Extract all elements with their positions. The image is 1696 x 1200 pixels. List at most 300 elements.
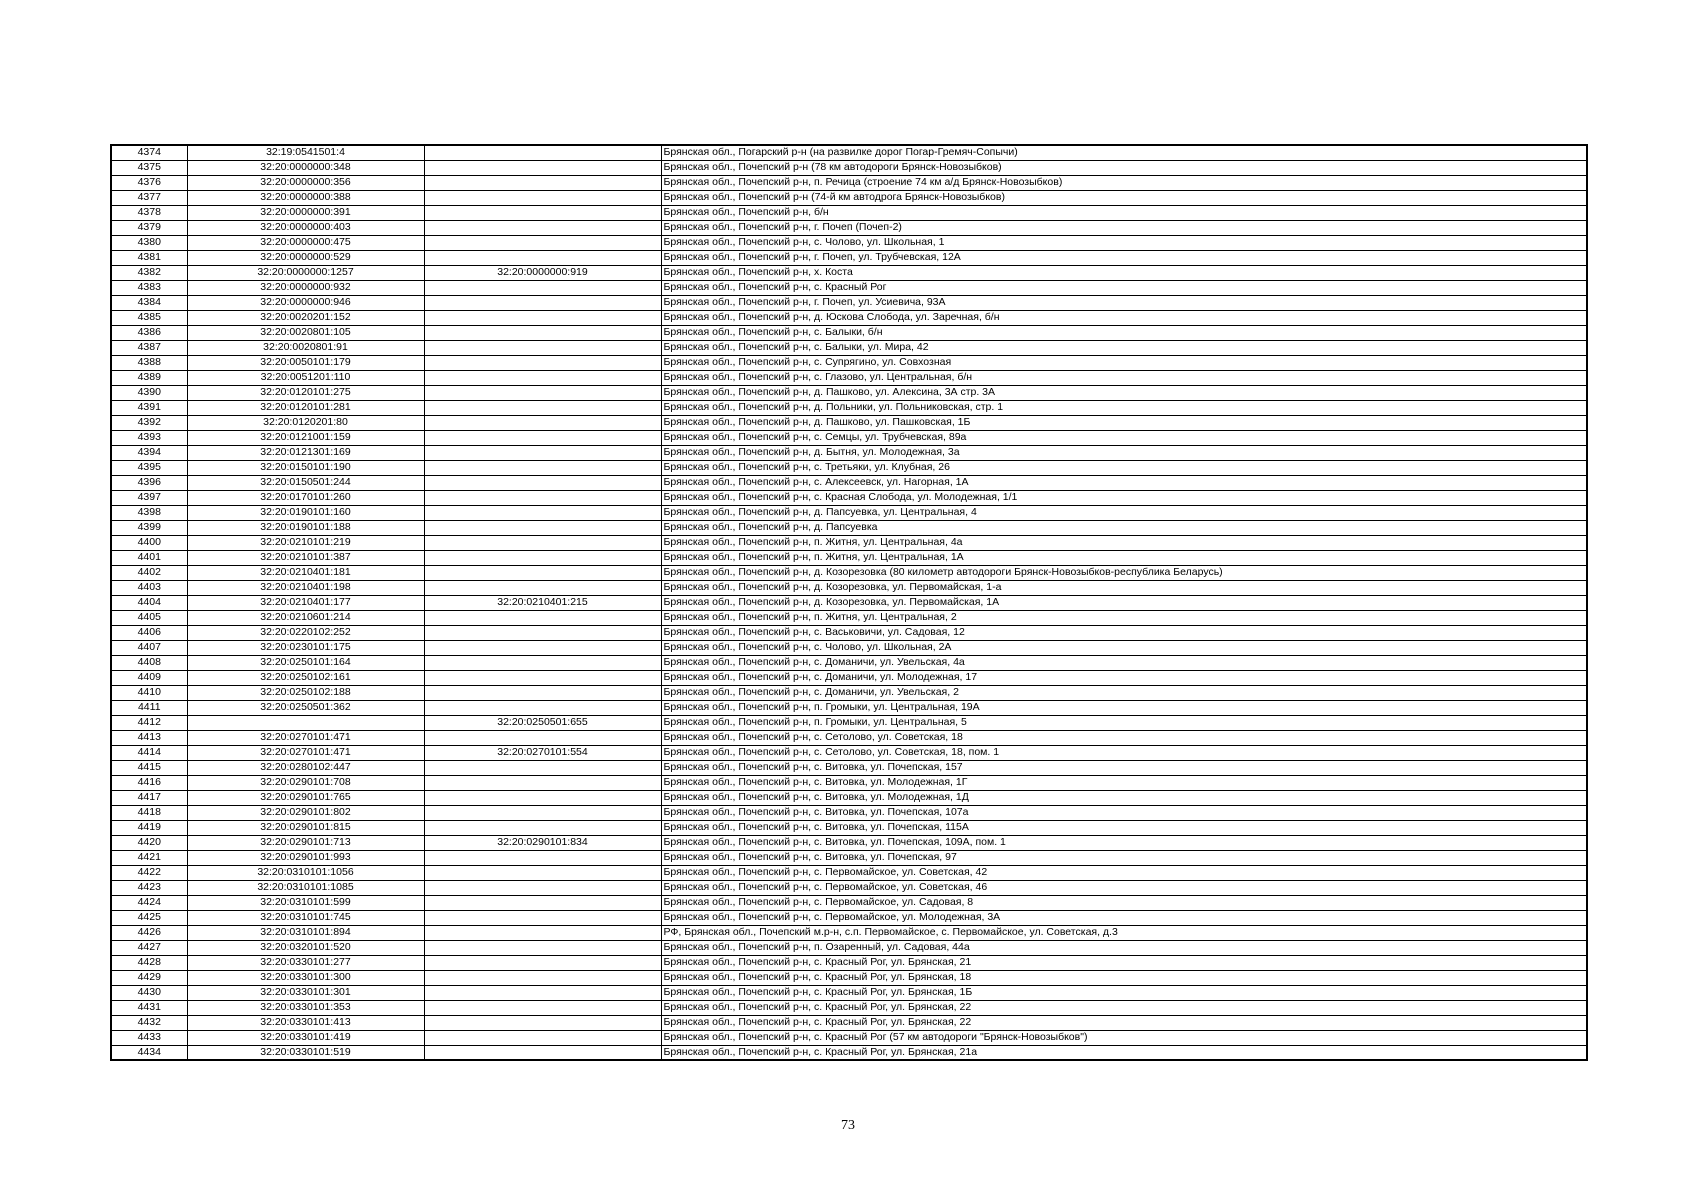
cadastral-number-cell: 32:20:0250102:161 bbox=[187, 670, 424, 685]
address-cell: Брянская обл., Погарский р-н (на развилке дорог Погар-Гремяч-Сопычи) bbox=[661, 145, 1587, 160]
cadastral-number-cell: 32:20:0210401:177 bbox=[187, 595, 424, 610]
address-cell: Брянская обл., Почепский р-н, с. Доманичи, ул. Увельская, 4а bbox=[661, 655, 1587, 670]
row-number-cell: 4397 bbox=[111, 490, 187, 505]
row-number-cell: 4415 bbox=[111, 760, 187, 775]
address-cell: Брянская обл., Почепский р-н, д. Пашково, ул. Пашковская, 1Б bbox=[661, 415, 1587, 430]
cadastral-number-cell: 32:20:0020801:91 bbox=[187, 340, 424, 355]
row-number-cell: 4434 bbox=[111, 1045, 187, 1060]
row-number-cell: 4383 bbox=[111, 280, 187, 295]
address-cell: Брянская обл., Почепский р-н, с. Чолово, ул. Школьная, 2А bbox=[661, 640, 1587, 655]
table-row bbox=[111, 265, 1587, 280]
address-cell: Брянская обл., Почепский р-н, х. Коста bbox=[661, 265, 1587, 280]
table-row bbox=[111, 850, 1587, 865]
cadastral-number-cell: 32:20:0310101:894 bbox=[187, 925, 424, 940]
row-number-cell: 4412 bbox=[111, 715, 187, 730]
related-cadastral-number-cell bbox=[424, 925, 661, 940]
row-number-cell: 4414 bbox=[111, 745, 187, 760]
row-number-cell: 4407 bbox=[111, 640, 187, 655]
related-cadastral-number-cell bbox=[424, 280, 661, 295]
row-number-cell: 4430 bbox=[111, 985, 187, 1000]
table-row bbox=[111, 235, 1587, 250]
table-row bbox=[111, 475, 1587, 490]
address-cell: Брянская обл., Почепский р-н, г. Почеп (Почеп-2) bbox=[661, 220, 1587, 235]
cadastral-number-cell: 32:20:0210101:219 bbox=[187, 535, 424, 550]
row-number-cell: 4431 bbox=[111, 1000, 187, 1015]
table-row bbox=[111, 295, 1587, 310]
address-cell: Брянская обл., Почепский р-н, п. Речица (строение 74 км а/д Брянск-Новозыбков) bbox=[661, 175, 1587, 190]
table-row bbox=[111, 190, 1587, 205]
address-cell: Брянская обл., Почепский р-н, с. Витовка, ул. Молодежная, 1Г bbox=[661, 775, 1587, 790]
address-cell: Брянская обл., Почепский р-н, с. Сетолово, ул. Советская, 18, пом. 1 bbox=[661, 745, 1587, 760]
table-row bbox=[111, 490, 1587, 505]
cadastral-number-cell: 32:20:0000000:403 bbox=[187, 220, 424, 235]
table-row bbox=[111, 280, 1587, 295]
table-row bbox=[111, 745, 1587, 760]
cadastral-number-cell: 32:20:0310101:1085 bbox=[187, 880, 424, 895]
cadastral-number-cell: 32:20:0320101:520 bbox=[187, 940, 424, 955]
address-cell: Брянская обл., Почепский р-н, с. Витовка, ул. Почепская, 115А bbox=[661, 820, 1587, 835]
cadastral-number-cell: 32:20:0020201:152 bbox=[187, 310, 424, 325]
cadastral-number-cell: 32:20:0250101:164 bbox=[187, 655, 424, 670]
row-number-cell: 4408 bbox=[111, 655, 187, 670]
related-cadastral-number-cell: 32:20:0210401:215 bbox=[424, 595, 661, 610]
cadastral-number-cell: 32:20:0210401:198 bbox=[187, 580, 424, 595]
related-cadastral-number-cell bbox=[424, 760, 661, 775]
row-number-cell: 4401 bbox=[111, 550, 187, 565]
row-number-cell: 4405 bbox=[111, 610, 187, 625]
related-cadastral-number-cell bbox=[424, 820, 661, 835]
address-cell: Брянская обл., Почепский р-н, с. Первомайское, ул. Советская, 46 bbox=[661, 880, 1587, 895]
address-cell: Брянская обл., Почепский р-н, д. Бытня, ул. Молодежная, 3а bbox=[661, 445, 1587, 460]
table-row bbox=[111, 310, 1587, 325]
cadastral-number-cell: 32:20:0150101:190 bbox=[187, 460, 424, 475]
address-cell: Брянская обл., Почепский р-н, г. Почеп, ул. Трубчевская, 12А bbox=[661, 250, 1587, 265]
row-number-cell: 4378 bbox=[111, 205, 187, 220]
address-cell: Брянская обл., Почепский р-н, б/н bbox=[661, 205, 1587, 220]
cadastral-number-cell: 32:20:0220102:252 bbox=[187, 625, 424, 640]
cadastral-number-cell: 32:20:0051201:110 bbox=[187, 370, 424, 385]
row-number-cell: 4413 bbox=[111, 730, 187, 745]
cadastral-number-cell: 32:20:0330101:419 bbox=[187, 1030, 424, 1045]
table-row bbox=[111, 1015, 1587, 1030]
cadastral-number-cell: 32:20:0121301:169 bbox=[187, 445, 424, 460]
related-cadastral-number-cell bbox=[424, 640, 661, 655]
table-row bbox=[111, 520, 1587, 535]
address-cell: Брянская обл., Почепский р-н, с. Витовка, ул. Почепская, 97 bbox=[661, 850, 1587, 865]
table-row bbox=[111, 895, 1587, 910]
cadastral-number-cell: 32:20:0050101:179 bbox=[187, 355, 424, 370]
cadastral-number-cell: 32:20:0250501:362 bbox=[187, 700, 424, 715]
related-cadastral-number-cell bbox=[424, 670, 661, 685]
table-row bbox=[111, 865, 1587, 880]
related-cadastral-number-cell bbox=[424, 205, 661, 220]
address-cell: Брянская обл., Почепский р-н, с. Красный Рог, ул. Брянская, 21 bbox=[661, 955, 1587, 970]
row-number-cell: 4398 bbox=[111, 505, 187, 520]
cadastral-number-cell: 32:20:0210401:181 bbox=[187, 565, 424, 580]
related-cadastral-number-cell bbox=[424, 880, 661, 895]
registry-table-body bbox=[111, 145, 1587, 1060]
cadastral-number-cell: 32:20:0290101:993 bbox=[187, 850, 424, 865]
related-cadastral-number-cell bbox=[424, 775, 661, 790]
related-cadastral-number-cell bbox=[424, 1030, 661, 1045]
address-cell: Брянская обл., Почепский р-н, с. Доманичи, ул. Молодежная, 17 bbox=[661, 670, 1587, 685]
row-number-cell: 4395 bbox=[111, 460, 187, 475]
address-cell: Брянская обл., Почепский р-н, с. Витовка, ул. Почепская, 107а bbox=[661, 805, 1587, 820]
cadastral-number-cell: 32:20:0330101:301 bbox=[187, 985, 424, 1000]
row-number-cell: 4379 bbox=[111, 220, 187, 235]
cadastral-number-cell: 32:20:0330101:519 bbox=[187, 1045, 424, 1060]
table-row bbox=[111, 970, 1587, 985]
row-number-cell: 4419 bbox=[111, 820, 187, 835]
address-cell: Брянская обл., Почепский р-н, п. Громыки, ул. Центральная, 19А bbox=[661, 700, 1587, 715]
table-row bbox=[111, 610, 1587, 625]
related-cadastral-number-cell: 32:20:0250501:655 bbox=[424, 715, 661, 730]
related-cadastral-number-cell bbox=[424, 985, 661, 1000]
address-cell: Брянская обл., Почепский р-н, п. Житня, ул. Центральная, 2 bbox=[661, 610, 1587, 625]
cadastral-number-cell: 32:20:0230101:175 bbox=[187, 640, 424, 655]
table-row bbox=[111, 430, 1587, 445]
table-row bbox=[111, 220, 1587, 235]
row-number-cell: 4389 bbox=[111, 370, 187, 385]
cadastral-number-cell: 32:20:0150501:244 bbox=[187, 475, 424, 490]
address-cell: Брянская обл., Почепский р-н, с. Чолово, ул. Школьная, 1 bbox=[661, 235, 1587, 250]
row-number-cell: 4406 bbox=[111, 625, 187, 640]
row-number-cell: 4385 bbox=[111, 310, 187, 325]
table-row bbox=[111, 400, 1587, 415]
row-number-cell: 4376 bbox=[111, 175, 187, 190]
row-number-cell: 4423 bbox=[111, 880, 187, 895]
address-cell: Брянская обл., Почепский р-н, п. Озаренный, ул. Садовая, 44а bbox=[661, 940, 1587, 955]
related-cadastral-number-cell bbox=[424, 160, 661, 175]
cadastral-number-cell: 32:20:0120101:281 bbox=[187, 400, 424, 415]
row-number-cell: 4421 bbox=[111, 850, 187, 865]
table-row bbox=[111, 1000, 1587, 1015]
cadastral-number-cell: 32:20:0190101:188 bbox=[187, 520, 424, 535]
related-cadastral-number-cell: 32:20:0290101:834 bbox=[424, 835, 661, 850]
table-row bbox=[111, 250, 1587, 265]
cadastral-number-cell: 32:20:0000000:932 bbox=[187, 280, 424, 295]
cadastral-number-cell: 32:20:0000000:946 bbox=[187, 295, 424, 310]
related-cadastral-number-cell bbox=[424, 565, 661, 580]
address-cell: Брянская обл., Почепский р-н, п. Житня, ул. Центральная, 1А bbox=[661, 550, 1587, 565]
table-row bbox=[111, 910, 1587, 925]
address-cell: Брянская обл., Почепский р-н, с. Семцы, ул. Трубчевская, 89а bbox=[661, 430, 1587, 445]
cadastral-number-cell bbox=[187, 715, 424, 730]
related-cadastral-number-cell bbox=[424, 730, 661, 745]
address-cell: Брянская обл., Почепский р-н, п. Житня, ул. Центральная, 4а bbox=[661, 535, 1587, 550]
table-row bbox=[111, 985, 1587, 1000]
address-cell: Брянская обл., Почепский р-н, с. Первомайское, ул. Советская, 42 bbox=[661, 865, 1587, 880]
related-cadastral-number-cell bbox=[424, 175, 661, 190]
table-row bbox=[111, 685, 1587, 700]
registry-table bbox=[110, 144, 1588, 1061]
related-cadastral-number-cell bbox=[424, 340, 661, 355]
related-cadastral-number-cell bbox=[424, 625, 661, 640]
cadastral-number-cell: 32:20:0330101:353 bbox=[187, 1000, 424, 1015]
related-cadastral-number-cell bbox=[424, 145, 661, 160]
table-row bbox=[111, 460, 1587, 475]
table-row bbox=[111, 790, 1587, 805]
row-number-cell: 4404 bbox=[111, 595, 187, 610]
address-cell: Брянская обл., Почепский р-н, с. Красная Слобода, ул. Молодежная, 1/1 bbox=[661, 490, 1587, 505]
address-cell: Брянская обл., Почепский р-н, д. Козорезовка, ул. Первомайская, 1-а bbox=[661, 580, 1587, 595]
cadastral-number-cell: 32:20:0000000:356 bbox=[187, 175, 424, 190]
address-cell: Брянская обл., Почепский р-н, с. Витовка, ул. Почепская, 109А, пом. 1 bbox=[661, 835, 1587, 850]
related-cadastral-number-cell bbox=[424, 325, 661, 340]
related-cadastral-number-cell bbox=[424, 790, 661, 805]
related-cadastral-number-cell bbox=[424, 415, 661, 430]
related-cadastral-number-cell bbox=[424, 220, 661, 235]
related-cadastral-number-cell bbox=[424, 355, 661, 370]
related-cadastral-number-cell bbox=[424, 370, 661, 385]
row-number-cell: 4377 bbox=[111, 190, 187, 205]
cadastral-number-cell: 32:20:0120201:80 bbox=[187, 415, 424, 430]
address-cell: Брянская обл., Почепский р-н, с. Сетолово, ул. Советская, 18 bbox=[661, 730, 1587, 745]
row-number-cell: 4381 bbox=[111, 250, 187, 265]
table-row bbox=[111, 340, 1587, 355]
related-cadastral-number-cell bbox=[424, 385, 661, 400]
address-cell: Брянская обл., Почепский р-н, с. Доманичи, ул. Увельская, 2 bbox=[661, 685, 1587, 700]
cadastral-number-cell: 32:20:0000000:475 bbox=[187, 235, 424, 250]
row-number-cell: 4411 bbox=[111, 700, 187, 715]
row-number-cell: 4393 bbox=[111, 430, 187, 445]
table-row bbox=[111, 820, 1587, 835]
related-cadastral-number-cell bbox=[424, 610, 661, 625]
related-cadastral-number-cell bbox=[424, 505, 661, 520]
related-cadastral-number-cell bbox=[424, 310, 661, 325]
cadastral-number-cell: 32:20:0250102:188 bbox=[187, 685, 424, 700]
table-row bbox=[111, 160, 1587, 175]
table-row bbox=[111, 205, 1587, 220]
row-number-cell: 4425 bbox=[111, 910, 187, 925]
row-number-cell: 4427 bbox=[111, 940, 187, 955]
related-cadastral-number-cell bbox=[424, 190, 661, 205]
cadastral-number-cell: 32:20:0170101:260 bbox=[187, 490, 424, 505]
related-cadastral-number-cell bbox=[424, 490, 661, 505]
table-row bbox=[111, 940, 1587, 955]
related-cadastral-number-cell: 32:20:0000000:919 bbox=[424, 265, 661, 280]
cadastral-number-cell: 32:19:0541501:4 bbox=[187, 145, 424, 160]
related-cadastral-number-cell bbox=[424, 535, 661, 550]
row-number-cell: 4432 bbox=[111, 1015, 187, 1030]
address-cell: Брянская обл., Почепский р-н, с. Красный Рог, ул. Брянская, 22 bbox=[661, 1015, 1587, 1030]
row-number-cell: 4391 bbox=[111, 400, 187, 415]
row-number-cell: 4390 bbox=[111, 385, 187, 400]
table-row bbox=[111, 535, 1587, 550]
related-cadastral-number-cell bbox=[424, 655, 661, 670]
related-cadastral-number-cell bbox=[424, 520, 661, 535]
address-cell: Брянская обл., Почепский р-н, д. Папсуевка, ул. Центральная, 4 bbox=[661, 505, 1587, 520]
cadastral-number-cell: 32:20:0020801:105 bbox=[187, 325, 424, 340]
related-cadastral-number-cell bbox=[424, 865, 661, 880]
row-number-cell: 4375 bbox=[111, 160, 187, 175]
row-number-cell: 4374 bbox=[111, 145, 187, 160]
table-row bbox=[111, 580, 1587, 595]
related-cadastral-number-cell: 32:20:0270101:554 bbox=[424, 745, 661, 760]
address-cell: Брянская обл., Почепский р-н, д. Юскова Слобода, ул. Заречная, б/н bbox=[661, 310, 1587, 325]
related-cadastral-number-cell bbox=[424, 700, 661, 715]
table-row bbox=[111, 925, 1587, 940]
row-number-cell: 4384 bbox=[111, 295, 187, 310]
table-row bbox=[111, 415, 1587, 430]
table-row bbox=[111, 955, 1587, 970]
row-number-cell: 4422 bbox=[111, 865, 187, 880]
related-cadastral-number-cell bbox=[424, 430, 661, 445]
related-cadastral-number-cell bbox=[424, 805, 661, 820]
table-row bbox=[111, 715, 1587, 730]
row-number-cell: 4433 bbox=[111, 1030, 187, 1045]
cadastral-number-cell: 32:20:0270101:471 bbox=[187, 745, 424, 760]
row-number-cell: 4392 bbox=[111, 415, 187, 430]
related-cadastral-number-cell bbox=[424, 460, 661, 475]
row-number-cell: 4416 bbox=[111, 775, 187, 790]
cadastral-number-cell: 32:20:0000000:348 bbox=[187, 160, 424, 175]
cadastral-number-cell: 32:20:0120101:275 bbox=[187, 385, 424, 400]
address-cell: Брянская обл., Почепский р-н, д. Пашково, ул. Алексина, 3А стр. 3А bbox=[661, 385, 1587, 400]
related-cadastral-number-cell bbox=[424, 685, 661, 700]
table-row bbox=[111, 625, 1587, 640]
related-cadastral-number-cell bbox=[424, 1000, 661, 1015]
cadastral-number-cell: 32:20:0290101:713 bbox=[187, 835, 424, 850]
table-row bbox=[111, 775, 1587, 790]
related-cadastral-number-cell bbox=[424, 910, 661, 925]
address-cell: Брянская обл., Почепский р-н, с. Балыки, б/н bbox=[661, 325, 1587, 340]
row-number-cell: 4410 bbox=[111, 685, 187, 700]
row-number-cell: 4420 bbox=[111, 835, 187, 850]
address-cell: Брянская обл., Почепский р-н, с. Красный Рог bbox=[661, 280, 1587, 295]
cadastral-number-cell: 32:20:0330101:277 bbox=[187, 955, 424, 970]
related-cadastral-number-cell bbox=[424, 940, 661, 955]
row-number-cell: 4388 bbox=[111, 355, 187, 370]
row-number-cell: 4403 bbox=[111, 580, 187, 595]
address-cell: Брянская обл., Почепский р-н, с. Третьяки, ул. Клубная, 26 bbox=[661, 460, 1587, 475]
row-number-cell: 4418 bbox=[111, 805, 187, 820]
table-row bbox=[111, 595, 1587, 610]
address-cell: Брянская обл., Почепский р-н, с. Васьковичи, ул. Садовая, 12 bbox=[661, 625, 1587, 640]
table-row bbox=[111, 1030, 1587, 1045]
row-number-cell: 4428 bbox=[111, 955, 187, 970]
row-number-cell: 4409 bbox=[111, 670, 187, 685]
table-row bbox=[111, 835, 1587, 850]
cadastral-number-cell: 32:20:0280102:447 bbox=[187, 760, 424, 775]
related-cadastral-number-cell bbox=[424, 475, 661, 490]
row-number-cell: 4380 bbox=[111, 235, 187, 250]
page-number: 73 bbox=[841, 1118, 855, 1133]
table-row bbox=[111, 385, 1587, 400]
cadastral-number-cell: 32:20:0290101:802 bbox=[187, 805, 424, 820]
cadastral-number-cell: 32:20:0000000:1257 bbox=[187, 265, 424, 280]
table-row bbox=[111, 655, 1587, 670]
address-cell: Брянская обл., Почепский р-н, с. Первомайское, ул. Садовая, 8 bbox=[661, 895, 1587, 910]
address-cell: Брянская обл., Почепский р-н (74-й км автодрога Брянск-Новозыбков) bbox=[661, 190, 1587, 205]
address-cell: Брянская обл., Почепский р-н, д. Папсуевка bbox=[661, 520, 1587, 535]
table-row bbox=[111, 325, 1587, 340]
table-row bbox=[111, 670, 1587, 685]
address-cell: Брянская обл., Почепский р-н, с. Первомайское, ул. Молодежная, 3А bbox=[661, 910, 1587, 925]
table-row bbox=[111, 730, 1587, 745]
cadastral-number-cell: 32:20:0290101:765 bbox=[187, 790, 424, 805]
address-cell: Брянская обл., Почепский р-н, г. Почеп, ул. Усиевича, 93А bbox=[661, 295, 1587, 310]
address-cell: Брянская обл., Почепский р-н, д. Козорезовка, ул. Первомайская, 1А bbox=[661, 595, 1587, 610]
row-number-cell: 4394 bbox=[111, 445, 187, 460]
related-cadastral-number-cell bbox=[424, 970, 661, 985]
table-row bbox=[111, 565, 1587, 580]
related-cadastral-number-cell bbox=[424, 1045, 661, 1060]
table-row bbox=[111, 370, 1587, 385]
row-number-cell: 4426 bbox=[111, 925, 187, 940]
cadastral-number-cell: 32:20:0330101:300 bbox=[187, 970, 424, 985]
table-row bbox=[111, 355, 1587, 370]
address-cell: Брянская обл., Почепский р-н, п. Громыки, ул. Центральная, 5 bbox=[661, 715, 1587, 730]
related-cadastral-number-cell bbox=[424, 895, 661, 910]
address-cell: Брянская обл., Почепский р-н, с. Алексеевск, ул. Нагорная, 1А bbox=[661, 475, 1587, 490]
row-number-cell: 4429 bbox=[111, 970, 187, 985]
cadastral-number-cell: 32:20:0210601:214 bbox=[187, 610, 424, 625]
table-row bbox=[111, 640, 1587, 655]
row-number-cell: 4386 bbox=[111, 325, 187, 340]
cadastral-number-cell: 32:20:0121001:159 bbox=[187, 430, 424, 445]
row-number-cell: 4399 bbox=[111, 520, 187, 535]
cadastral-number-cell: 32:20:0000000:388 bbox=[187, 190, 424, 205]
table-row bbox=[111, 550, 1587, 565]
table-row bbox=[111, 1045, 1587, 1060]
cadastral-number-cell: 32:20:0310101:1056 bbox=[187, 865, 424, 880]
table-row bbox=[111, 805, 1587, 820]
address-cell: Брянская обл., Почепский р-н, с. Красный Рог, ул. Брянская, 1Б bbox=[661, 985, 1587, 1000]
cadastral-number-cell: 32:20:0190101:160 bbox=[187, 505, 424, 520]
related-cadastral-number-cell bbox=[424, 1015, 661, 1030]
related-cadastral-number-cell bbox=[424, 295, 661, 310]
row-number-cell: 4417 bbox=[111, 790, 187, 805]
related-cadastral-number-cell bbox=[424, 250, 661, 265]
related-cadastral-number-cell bbox=[424, 550, 661, 565]
cadastral-number-cell: 32:20:0270101:471 bbox=[187, 730, 424, 745]
cadastral-number-cell: 32:20:0310101:745 bbox=[187, 910, 424, 925]
row-number-cell: 4402 bbox=[111, 565, 187, 580]
row-number-cell: 4396 bbox=[111, 475, 187, 490]
address-cell: Брянская обл., Почепский р-н, д. Польники, ул. Польниковская, стр. 1 bbox=[661, 400, 1587, 415]
related-cadastral-number-cell bbox=[424, 400, 661, 415]
address-cell: Брянская обл., Почепский р-н, с. Красный Рог, ул. Брянская, 22 bbox=[661, 1000, 1587, 1015]
address-cell: Брянская обл., Почепский р-н, д. Козорезовка (80 километр автодороги Брянск-Новозыбков-республика Беларусь) bbox=[661, 565, 1587, 580]
address-cell: Брянская обл., Почепский р-н, с. Красный Рог (57 км автодороги "Брянск-Новозыбков") bbox=[661, 1030, 1587, 1045]
address-cell: РФ, Брянская обл., Почепский м.р-н, с.п. Первомайское, с. Первомайское, ул. Советская, д.3 bbox=[661, 925, 1587, 940]
cadastral-number-cell: 32:20:0210101:387 bbox=[187, 550, 424, 565]
related-cadastral-number-cell bbox=[424, 955, 661, 970]
table-row bbox=[111, 505, 1587, 520]
row-number-cell: 4387 bbox=[111, 340, 187, 355]
table-row bbox=[111, 445, 1587, 460]
cadastral-number-cell: 32:20:0310101:599 bbox=[187, 895, 424, 910]
cadastral-number-cell: 32:20:0290101:815 bbox=[187, 820, 424, 835]
address-cell: Брянская обл., Почепский р-н, с. Балыки, ул. Мира, 42 bbox=[661, 340, 1587, 355]
row-number-cell: 4400 bbox=[111, 535, 187, 550]
cadastral-number-cell: 32:20:0000000:391 bbox=[187, 205, 424, 220]
table-row bbox=[111, 145, 1587, 160]
address-cell: Брянская обл., Почепский р-н, с. Витовка, ул. Молодежная, 1Д bbox=[661, 790, 1587, 805]
address-cell: Брянская обл., Почепский р-н (78 км автодороги Брянск-Новозыбков) bbox=[661, 160, 1587, 175]
related-cadastral-number-cell bbox=[424, 850, 661, 865]
related-cadastral-number-cell bbox=[424, 580, 661, 595]
related-cadastral-number-cell bbox=[424, 445, 661, 460]
address-cell: Брянская обл., Почепский р-н, с. Глазово, ул. Центральная, б/н bbox=[661, 370, 1587, 385]
row-number-cell: 4382 bbox=[111, 265, 187, 280]
related-cadastral-number-cell bbox=[424, 235, 661, 250]
address-cell: Брянская обл., Почепский р-н, с. Красный Рог, ул. Брянская, 21а bbox=[661, 1045, 1587, 1060]
table-row bbox=[111, 175, 1587, 190]
cadastral-number-cell: 32:20:0000000:529 bbox=[187, 250, 424, 265]
address-cell: Брянская обл., Почепский р-н, с. Витовка, ул. Почепская, 157 bbox=[661, 760, 1587, 775]
